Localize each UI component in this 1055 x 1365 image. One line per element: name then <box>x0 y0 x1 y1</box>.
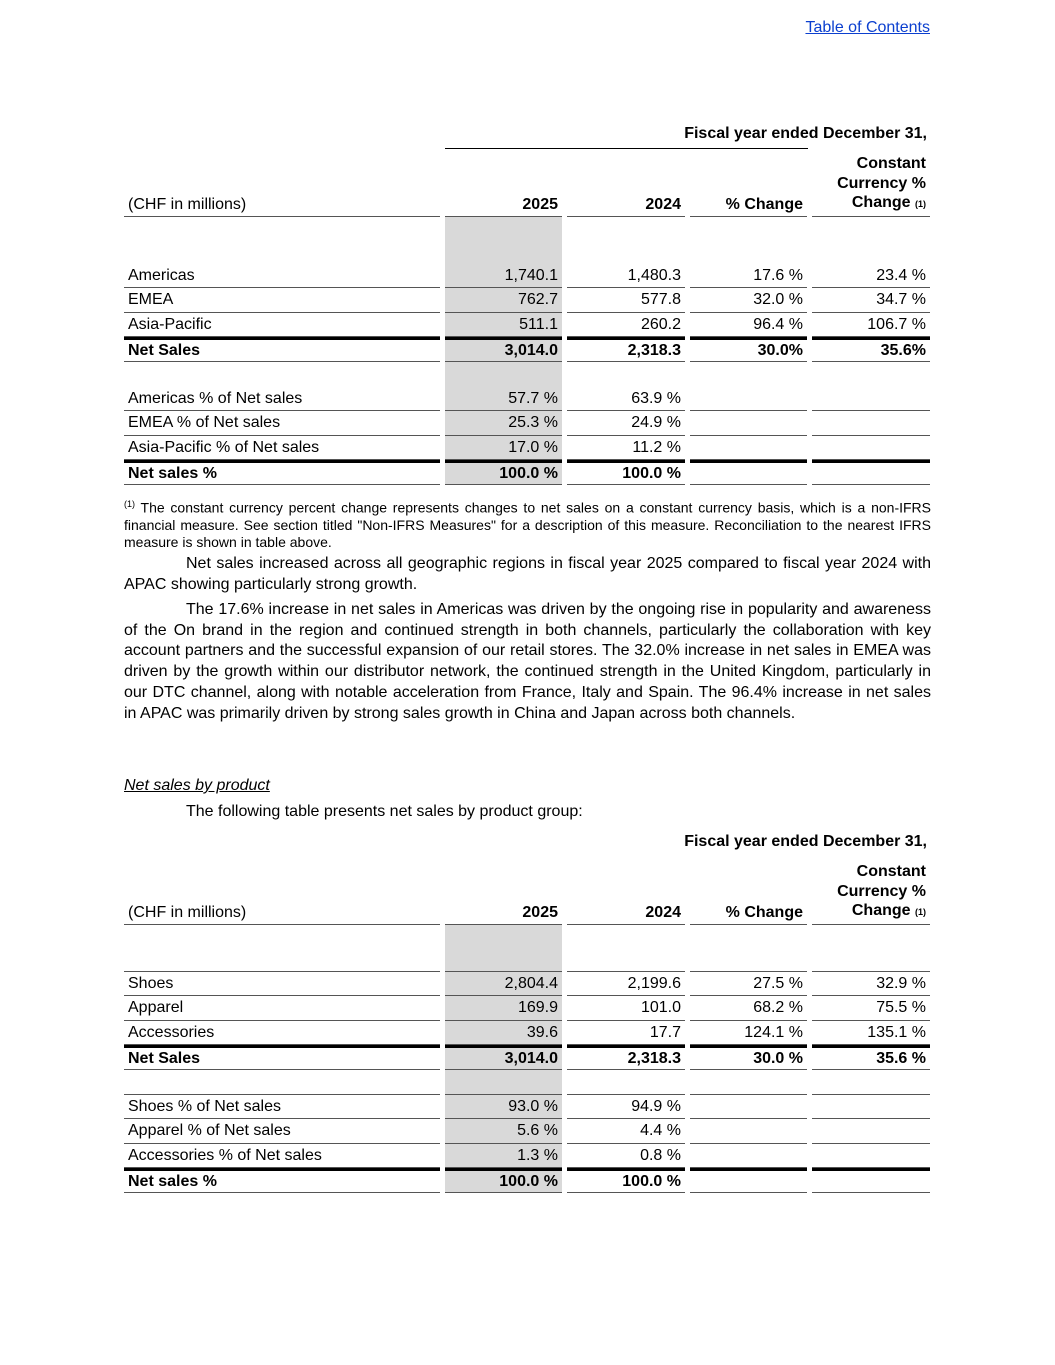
table-cell: 3,014.0 <box>445 337 562 362</box>
table-cell: 0.8 % <box>567 1144 685 1169</box>
table-row <box>124 1095 931 1120</box>
table-cell <box>690 460 807 485</box>
table-cell: Asia-Pacific % of Net sales <box>124 436 440 461</box>
paragraph: The 17.6% increase in net sales in Americas was driven by the ongoing rise in popularity and awareness of the On brand in the region and continued strength in both channels, particularly the collaboration with key account partners and the successful expansion of our retail stores. The 32.0% increase in net sales in EMEA was driven by the growth within our distributor network, the continued strength in the United Kingdom, particularly in our DTC channel, along with notable acceleration from France, Italy and Spain. The 96.4% increase in net sales in APAC was primarily driven by strong sales growth in China and Japan across both channels. <box>124 601 931 722</box>
footnote-text: The constant currency percent change represents changes to net sales on a constant currency basis, which is a non-IFRS financial measure. See section titled "Non-IFRS Measures" for a description of this measure. Reconciliation to the nearest IFRS measure is shown in table above. <box>124 499 931 550</box>
column-header: % Change <box>690 195 807 217</box>
table-cell: 34.7 % <box>812 288 930 313</box>
table-cell: 2,804.4 <box>445 972 562 997</box>
table-cell <box>812 1119 930 1144</box>
column-header: % Change <box>690 903 807 925</box>
table-cell <box>690 1168 807 1193</box>
table-cell: Accessories % of Net sales <box>124 1144 440 1169</box>
table-row <box>124 1144 931 1169</box>
table-cell: 4.4 % <box>567 1119 685 1144</box>
table-cell <box>690 1095 807 1120</box>
table-cell: 27.5 % <box>690 972 807 997</box>
table-cell: 106.7 % <box>812 313 930 338</box>
table-row <box>124 264 931 289</box>
total-row <box>124 337 931 362</box>
table-cell: 23.4 % <box>812 264 930 289</box>
table-cell: 511.1 <box>445 313 562 338</box>
table-cell: 260.2 <box>567 313 685 338</box>
table-cell: 94.9 % <box>567 1095 685 1120</box>
table-cell: 100.0 % <box>445 460 562 485</box>
table-cell <box>812 460 930 485</box>
table-cell: 101.0 <box>567 996 685 1021</box>
table-cell: 169.9 <box>445 996 562 1021</box>
table-cell <box>812 387 930 412</box>
table-cell: 135.1 % <box>812 1021 930 1046</box>
spacer-row <box>124 1070 931 1095</box>
table-cell <box>690 436 807 461</box>
spacer-row <box>124 925 931 972</box>
table-cell <box>812 1144 930 1169</box>
table-cell: 32.0 % <box>690 288 807 313</box>
table-cell <box>812 1168 930 1193</box>
column-header: 2025 <box>445 195 562 217</box>
column-header: (CHF in millions) <box>124 195 440 217</box>
table-cell: 1.3 % <box>445 1144 562 1169</box>
table-cell <box>812 1095 930 1120</box>
table-cell: Net Sales <box>124 1045 440 1070</box>
table-cell: 25.3 % <box>445 411 562 436</box>
table-cell: 30.0% <box>690 337 807 362</box>
period-header: Fiscal year ended December 31, <box>684 833 927 850</box>
table-cell: 63.9 % <box>567 387 685 412</box>
table-cell <box>690 387 807 412</box>
total-row <box>124 1168 931 1193</box>
table-cell: Asia-Pacific <box>124 313 440 338</box>
table-intro: The following table presents net sales by product group: <box>186 803 583 820</box>
table-cell <box>690 1144 807 1169</box>
table-cell: Accessories <box>124 1021 440 1046</box>
table-row <box>124 436 931 461</box>
table-row <box>124 1021 931 1046</box>
table-cell: 39.6 <box>445 1021 562 1046</box>
table-cell: 124.1 % <box>690 1021 807 1046</box>
table-cell <box>690 1119 807 1144</box>
table-cell: 5.6 % <box>445 1119 562 1144</box>
column-header: 2025 <box>445 903 562 925</box>
total-row <box>124 460 931 485</box>
table-cell: Shoes <box>124 972 440 997</box>
total-row <box>124 1045 931 1070</box>
table-cell: 2,318.3 <box>567 337 685 362</box>
period-header-rule <box>445 148 808 149</box>
table-cell: 30.0 % <box>690 1045 807 1070</box>
table-cell: 32.9 % <box>812 972 930 997</box>
table-cell: EMEA <box>124 288 440 313</box>
table-row <box>124 411 931 436</box>
footnote <box>124 496 931 551</box>
table-cell: Americas % of Net sales <box>124 387 440 412</box>
table-cell: Apparel <box>124 996 440 1021</box>
column-header: 2024 <box>567 195 685 217</box>
table-cell: 3,014.0 <box>445 1045 562 1070</box>
column-header: (CHF in millions) <box>124 903 440 925</box>
column-header: Constant Currency % Change (1) <box>812 862 930 925</box>
table-cell: Americas <box>124 264 440 289</box>
table-cell: 96.4 % <box>690 313 807 338</box>
table-cell: Shoes % of Net sales <box>124 1095 440 1120</box>
table-row <box>124 288 931 313</box>
table-row <box>124 972 931 997</box>
table-cell: 35.6% <box>812 337 930 362</box>
table-cell: 2,318.3 <box>567 1045 685 1070</box>
table-cell: 17.0 % <box>445 436 562 461</box>
column-header: 2024 <box>567 903 685 925</box>
table-cell: 57.7 % <box>445 387 562 412</box>
section-heading: Net sales by product <box>124 777 270 794</box>
table-cell: 11.2 % <box>567 436 685 461</box>
table-cell: Net sales % <box>124 460 440 485</box>
table-cell: 762.7 <box>445 288 562 313</box>
table-cell: 100.0 % <box>567 460 685 485</box>
table-cell: 17.6 % <box>690 264 807 289</box>
table-cell: Net Sales <box>124 337 440 362</box>
table-cell: 1,480.3 <box>567 264 685 289</box>
footnote-mark: (1) <box>124 499 135 509</box>
table-cell: 100.0 % <box>445 1168 562 1193</box>
table-cell: Apparel % of Net sales <box>124 1119 440 1144</box>
table-cell: 24.9 % <box>567 411 685 436</box>
table-cell: 93.0 % <box>445 1095 562 1120</box>
table-cell: 2,199.6 <box>567 972 685 997</box>
header-row <box>124 862 931 925</box>
table-row <box>124 387 931 412</box>
table-cell: 35.6 % <box>812 1045 930 1070</box>
table-row <box>124 1119 931 1144</box>
footnote-ref: (1) <box>915 907 926 917</box>
table-cell: EMEA % of Net sales <box>124 411 440 436</box>
table-of-contents-link[interactable]: Table of Contents <box>805 19 930 36</box>
footnote-ref: (1) <box>915 199 926 209</box>
table-cell: 68.2 % <box>690 996 807 1021</box>
table-cell: 75.5 % <box>812 996 930 1021</box>
table-cell <box>690 411 807 436</box>
table-cell <box>812 436 930 461</box>
spacer-row <box>124 217 931 264</box>
table-cell <box>812 411 930 436</box>
table-cell: 100.0 % <box>567 1168 685 1193</box>
table-cell: 577.8 <box>567 288 685 313</box>
table-cell: Net sales % <box>124 1168 440 1193</box>
table-cell: 1,740.1 <box>445 264 562 289</box>
table-row <box>124 996 931 1021</box>
paragraph: Net sales increased across all geographic regions in fiscal year 2025 compared to fiscal year 2024 with APAC showing particularly strong growth. <box>124 555 931 593</box>
table-cell: 17.7 <box>567 1021 685 1046</box>
table-row <box>124 313 931 338</box>
period-header: Fiscal year ended December 31, <box>684 125 927 142</box>
column-header: Constant Currency % Change (1) <box>812 154 930 217</box>
spacer-row <box>124 362 931 387</box>
header-row <box>124 154 931 217</box>
